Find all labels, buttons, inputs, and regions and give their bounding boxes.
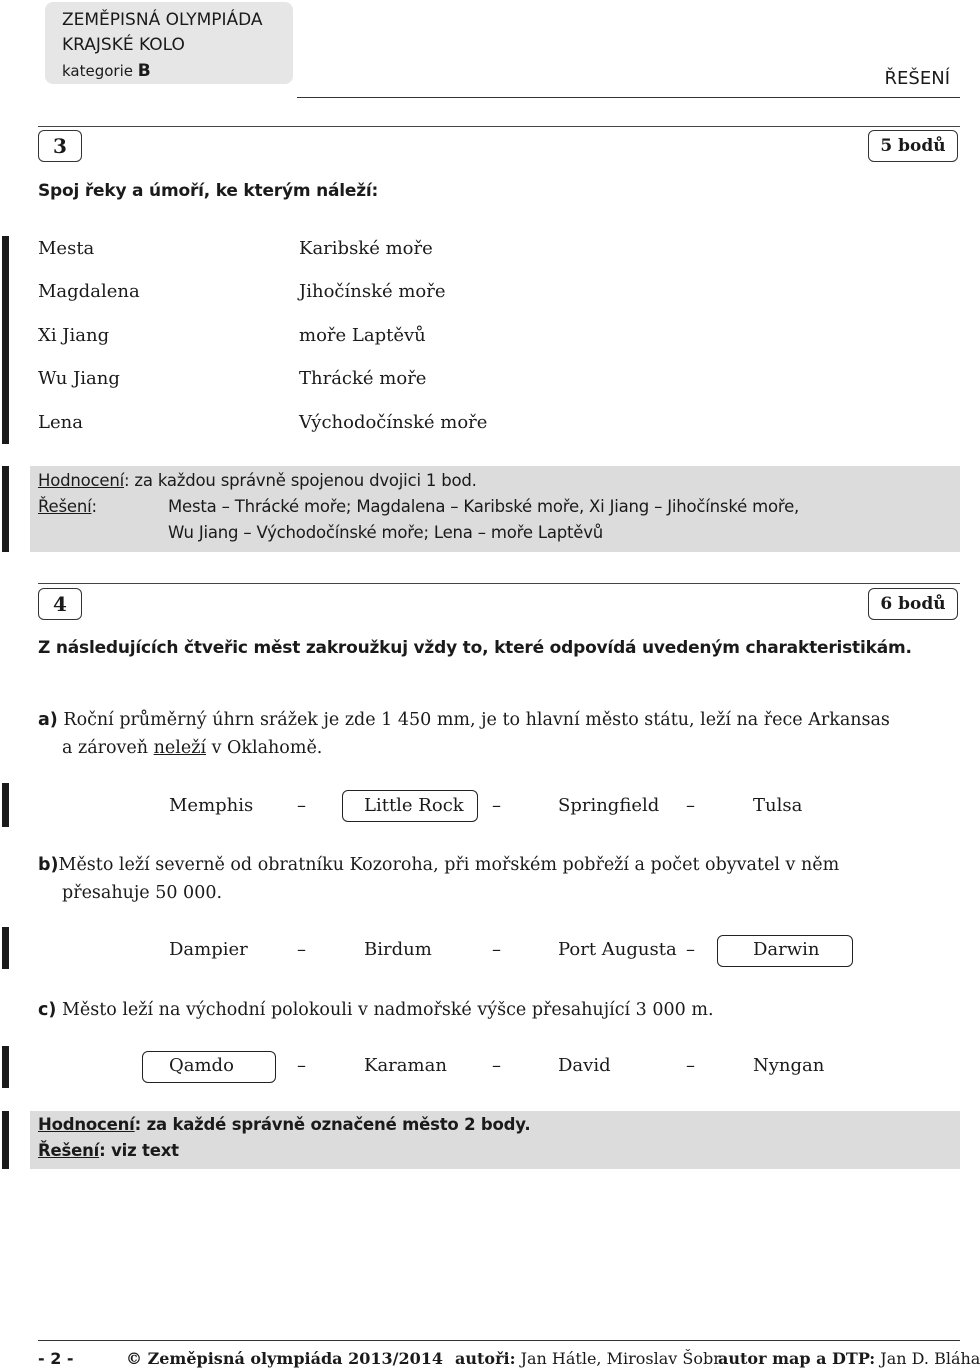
task4-points: 6 bodů (868, 588, 958, 620)
question-b-line1: Město leží severně od obratníku Kozoroha, při mořském pobřeží a počet obyvatel v něm (58, 855, 840, 875)
dash: – (297, 795, 306, 816)
evaluation-label: Hodnocení (38, 1115, 135, 1134)
dash: – (686, 795, 695, 816)
left-margin-bar (2, 783, 9, 827)
question-a (38, 706, 890, 762)
map-author-label: autor map a DTP: (718, 1349, 876, 1368)
river-item: Wu Jiang (38, 368, 120, 389)
task4-rule (38, 583, 960, 584)
question-b (38, 851, 839, 907)
left-margin-bar (2, 236, 9, 444)
sea-item: Východočínské moře (299, 412, 488, 433)
question-a-line2 (38, 734, 322, 762)
authors-label: autoři: (455, 1349, 516, 1368)
city-option: Springfield (558, 795, 660, 816)
city-option: Memphis (169, 795, 254, 816)
question-c-label: c) (38, 1000, 57, 1020)
question-c (38, 996, 714, 1024)
task4-instruction: Z následujících čtveřic měst zakroužkuj vždy to, které odpovídá uvedeným charakteristikám. (38, 638, 912, 658)
category-letter: B (137, 61, 151, 81)
task4-solution (38, 1141, 179, 1160)
solution-text: : viz text (99, 1141, 179, 1160)
evaluation-text: : za každé správně označené město 2 body. (134, 1115, 531, 1134)
evaluation-text: : za každou správně spojenou dvojici 1 bod. (124, 471, 477, 490)
task4-number: 4 (38, 588, 82, 620)
left-margin-bar (2, 1111, 9, 1169)
dash: – (686, 939, 695, 960)
competition-title: ZEMĚPISNÁ OLYMPIÁDA (62, 10, 263, 30)
question-c-line1: Město leží na východní polokouli v nadmořské výšce přesahující 3 000 m. (61, 1000, 714, 1020)
solution-colon: : (91, 497, 97, 516)
question-b-line2: přesahuje 50 000. (62, 883, 223, 903)
map-author (718, 1349, 980, 1368)
sea-item: Karibské moře (299, 238, 433, 259)
solution-label-text: Řešení (38, 497, 92, 516)
dash: – (492, 939, 501, 960)
task3-points: 5 bodů (868, 130, 958, 162)
task3-solution-label (38, 497, 97, 516)
river-item: Mesta (38, 238, 95, 259)
line2-post: v Oklahomě. (206, 738, 323, 758)
solution-label-text: Řešení (38, 1141, 100, 1160)
sea-item: Thrácké moře (299, 368, 427, 389)
map-author-name: Jan D. Bláha (880, 1349, 980, 1368)
page-number: - 2 - (38, 1349, 74, 1368)
dash: – (686, 1055, 695, 1076)
header-rule (297, 97, 960, 98)
task3-solution-line1: Mesta – Thrácké moře; Magdalena – Karibské moře, Xi Jiang – Jihočínské moře, (168, 497, 800, 516)
city-option: Karaman (364, 1055, 447, 1076)
city-option-correct: Darwin (753, 939, 820, 960)
sea-item: Jihočínské moře (299, 281, 446, 302)
city-option: Tulsa (753, 795, 803, 816)
authors-names: Jan Hátle, Miroslav Šobr (520, 1349, 721, 1368)
competition-round: KRAJSKÉ KOLO (62, 35, 185, 55)
city-option-correct: Little Rock (364, 795, 464, 816)
left-margin-bar (2, 1046, 9, 1088)
task3-evaluation-box (30, 466, 960, 552)
copyright: © Zeměpisná olympiáda 2013/2014 (126, 1349, 444, 1368)
dash: – (492, 1055, 501, 1076)
city-option: Port Augusta (558, 939, 677, 960)
city-option: Birdum (364, 939, 432, 960)
task3-evaluation (38, 471, 477, 490)
city-option: Dampier (169, 939, 248, 960)
city-option-correct: Qamdo (169, 1055, 234, 1076)
task3-solution-line2: Wu Jiang – Východočínské moře; Lena – moře Laptěvů (168, 523, 604, 542)
competition-category (62, 61, 151, 81)
authors (455, 1349, 721, 1368)
city-option: David (558, 1055, 611, 1076)
river-item: Magdalena (38, 281, 140, 302)
task3-instruction: Spoj řeky a úmoří, ke kterým náleží: (38, 181, 379, 201)
evaluation-label: Hodnocení (38, 471, 124, 490)
task4-evaluation (38, 1115, 530, 1134)
river-item: Lena (38, 412, 83, 433)
task4-evaluation-box (30, 1111, 960, 1169)
footer-rule (38, 1340, 960, 1341)
question-a-line1: Roční průměrný úhrn srážek je zde 1 450 mm, je to hlavní město státu, leží na řece Arkansas (63, 710, 890, 730)
competition-header (45, 2, 293, 84)
dash: – (492, 795, 501, 816)
sea-item: moře Laptěvů (299, 325, 426, 346)
left-margin-bar (2, 466, 9, 552)
solution-label: ŘEŠENÍ (884, 68, 950, 89)
river-item: Xi Jiang (38, 325, 110, 346)
dash: – (297, 939, 306, 960)
task3-number: 3 (38, 130, 82, 162)
category-prefix: kategorie (62, 62, 133, 80)
question-b-label: b) (38, 855, 59, 875)
question-a-label: a) (38, 710, 58, 730)
task3-rule (38, 126, 960, 127)
line2-pre: a zároveň (62, 738, 154, 758)
line2-underlined: neleží (153, 738, 207, 758)
left-margin-bar (2, 927, 9, 969)
dash: – (297, 1055, 306, 1076)
city-option: Nyngan (753, 1055, 825, 1076)
